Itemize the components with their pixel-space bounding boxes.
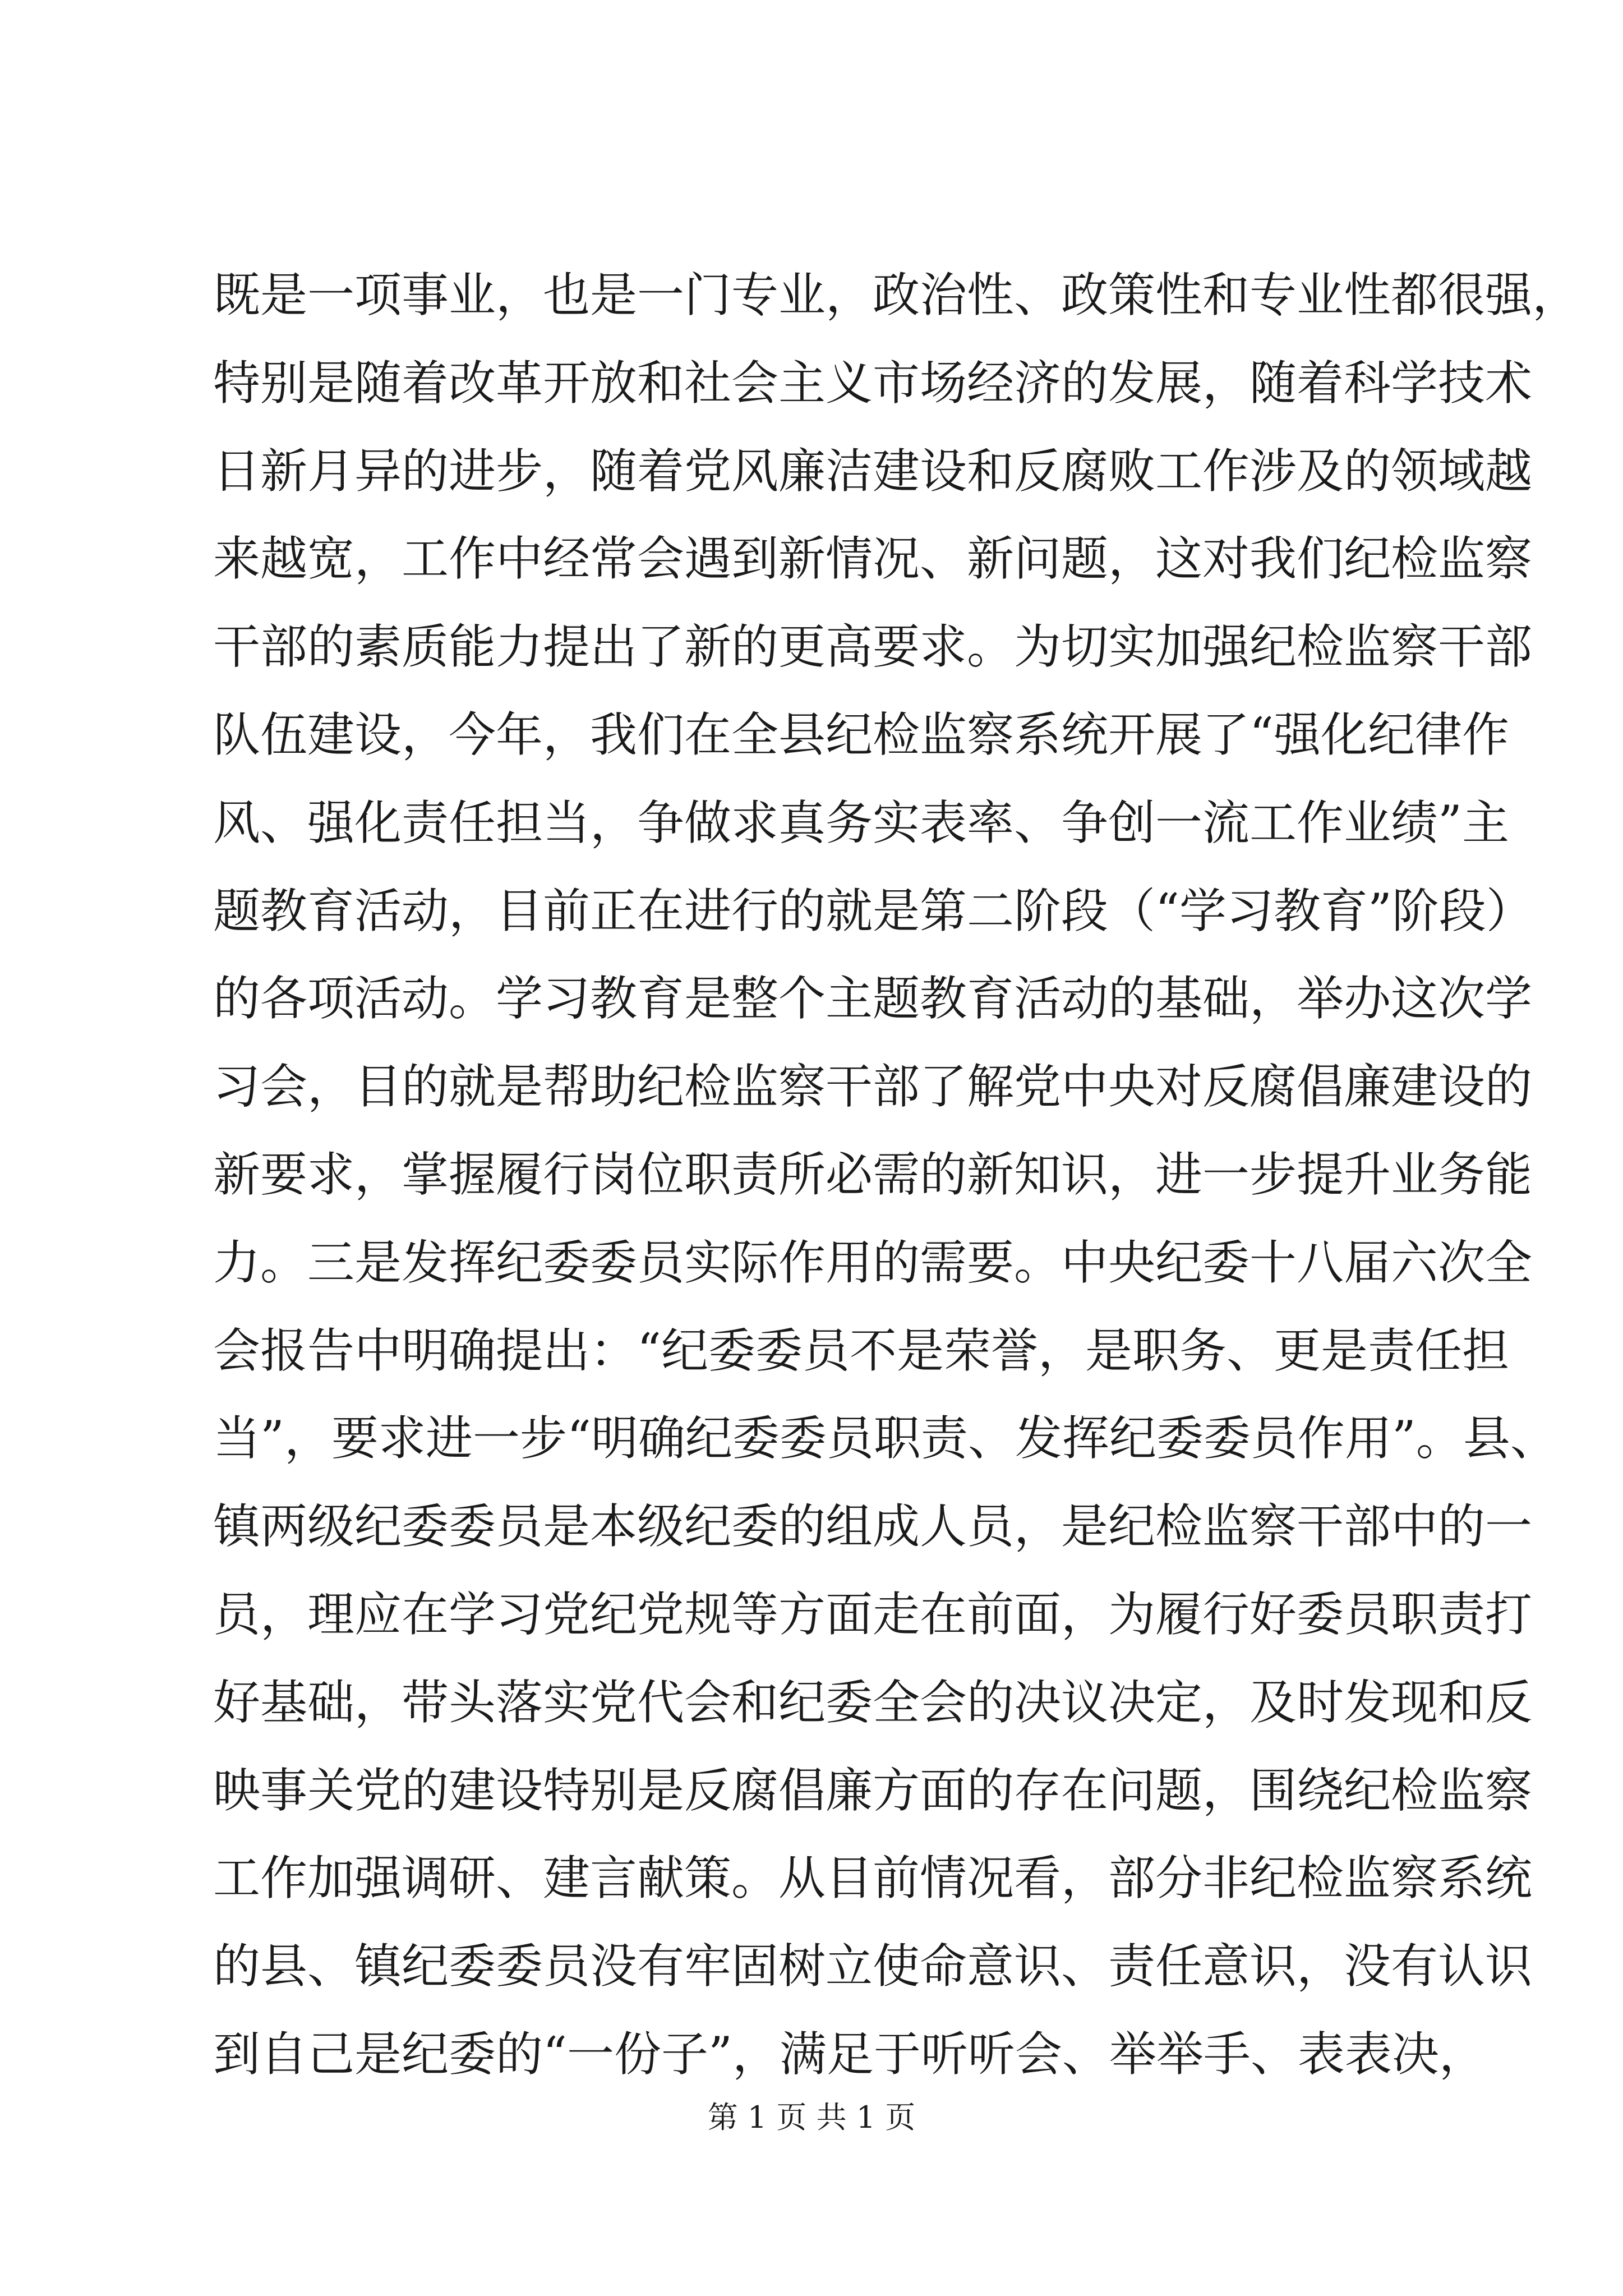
text-line: 映事关党的建设特别是反腐倡廉方面的存在问题，围绕纪检监察	[213, 1763, 1533, 1818]
text-line: 的县、镇纪委委员没有牢固树立使命意识、责任意识，没有认识	[213, 1939, 1533, 1994]
text-line: 当”，要求进一步“明确纪委委员职责、发挥纪委委员作用”。县、	[213, 1411, 1557, 1466]
text-line: 来越宽，工作中经常会遇到新情况、新问题，这对我们纪检监察	[213, 531, 1533, 587]
text-line: 镇两级纪委委员是本级纪委的组成人员，是纪检监察干部中的一	[213, 1499, 1533, 1554]
text-line: 题教育活动，目前正在进行的就是第二阶段（“学习教育”阶段）	[213, 883, 1533, 938]
text-line: 特别是随着改革开放和社会主义市场经济的发展，随着科学技术	[213, 355, 1533, 411]
text-line: 员，理应在学习党纪党规等方面走在前面，为履行好委员职责打	[213, 1586, 1533, 1642]
page-number-footer: 第 1 页 共 1 页	[707, 2100, 916, 2135]
text-line: 干部的素质能力提出了新的更高要求。为切实加强纪检监察干部	[213, 619, 1533, 675]
text-line: 会报告中明确提出：“纪委委员不是荣誉，是职务、更是责任担	[213, 1323, 1509, 1378]
text-line: 好基础，带头落实党代会和纪委全会的决议决定，及时发现和反	[213, 1674, 1533, 1730]
text-line: 工作加强调研、建言献策。从目前情况看，部分非纪检监察系统	[213, 1851, 1533, 1906]
text-line: 风、强化责任担当，争做求真务实表率、争创一流工作业绩”主	[213, 795, 1509, 850]
text-line: 既是一项事业，也是一门专业，政治性、政策性和专业性都很强，	[213, 268, 1580, 323]
text-line: 到自己是纪委的“一份子”，满足于听听会、举举手、表表决，	[213, 2026, 1486, 2082]
text-line: 日新月异的进步，随着党风廉洁建设和反腐败工作涉及的领域越	[213, 443, 1533, 499]
text-line: 新要求，掌握履行岗位职责所必需的新知识，进一步提升业务能	[213, 1147, 1533, 1202]
text-line: 的各项活动。学习教育是整个主题教育活动的基础，举办这次学	[213, 971, 1533, 1027]
text-line: 队伍建设，今年，我们在全县纪检监察系统开展了“强化纪律作	[213, 707, 1509, 762]
text-line: 力。三是发挥纪委委员实际作用的需要。中央纪委十八届六次全	[213, 1235, 1533, 1290]
document-body	[213, 251, 1580, 2099]
text-line: 习会，目的就是帮助纪检监察干部了解党中央对反腐倡廉建设的	[213, 1059, 1533, 1115]
